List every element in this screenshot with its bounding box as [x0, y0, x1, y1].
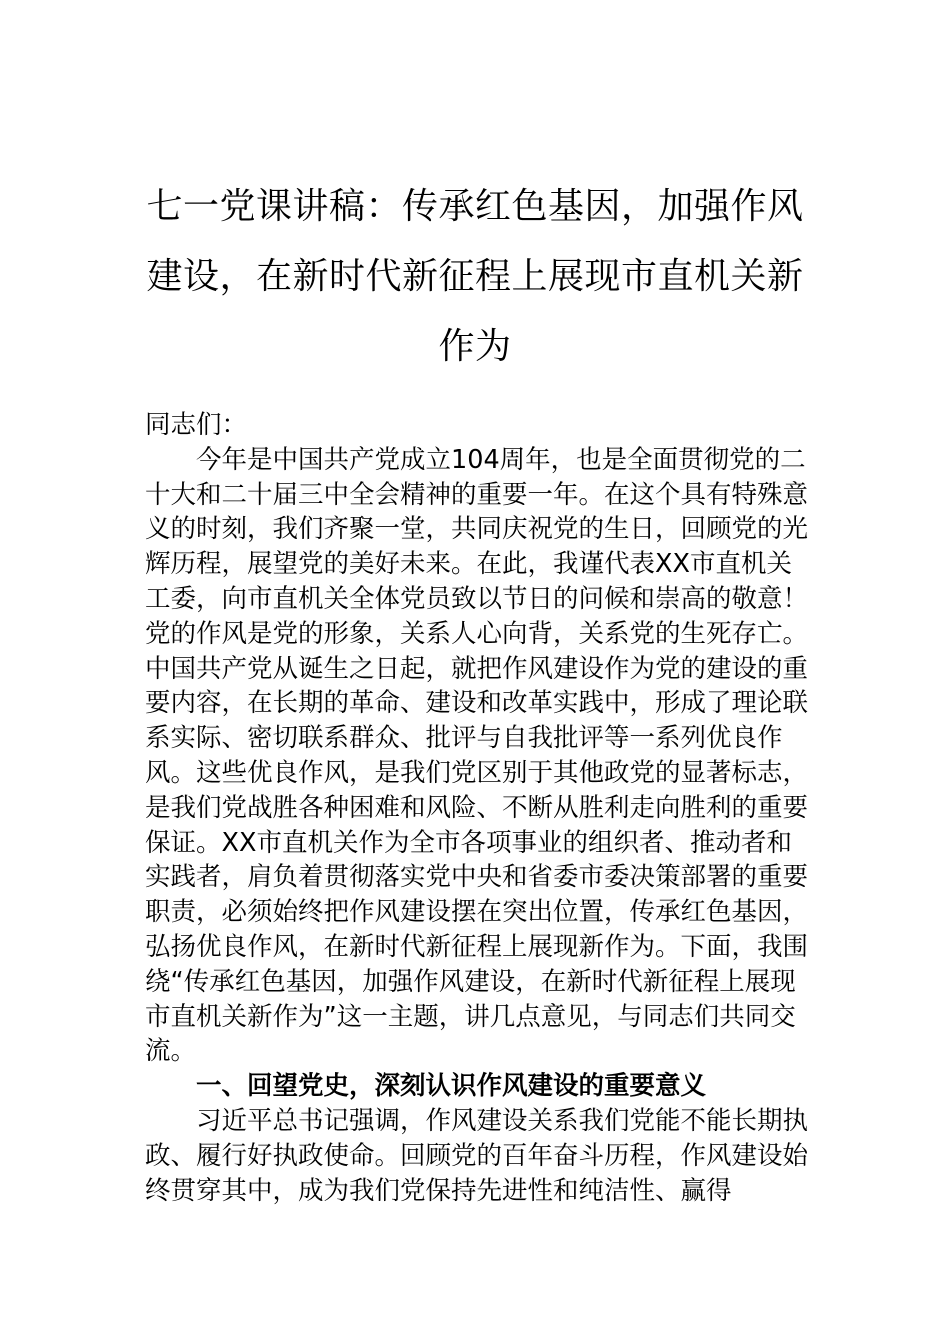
title-line-2: 建设，在新时代新征程上展现市直机关新 — [146, 256, 804, 297]
paragraph-section-1: 习近平总书记强调，作风建设关系我们党能不能长期执政、履行好执政使命。回顾党的百年奋斗历程，作风建设始终贯穿其中，成为我们党保持先进性和纯洁性、赢得 — [145, 1105, 809, 1206]
title-line-1: 七一党课讲稿：传承红色基因，加强作风 — [146, 186, 804, 227]
section-heading-1: 一、回望党史，深刻认识作风建设的重要意义 — [196, 1071, 707, 1102]
document-body — [145, 408, 810, 1208]
title-line-3: 作为 — [438, 326, 512, 367]
salutation: 同志们： — [145, 410, 248, 440]
paragraph-intro: 今年是中国共产党成立104周年，也是全面贯彻党的二十大和二十届三中全会精神的重要一年。在这个具有特殊意义的时刻，我们齐聚一堂，共同庆祝党的生日，回顾党的光辉历程，展望党的美好未来。在此，我谨代表XX市直机关工委，向市直机关全体党员致以节日的问候和崇高的敬意！党的作风是党的形象，关系人心向背，关系党的生死存亡。中国共产党从诞生之日起，就把作风建设作为党的建设的重要内容，在长期的革命、建设和改革实践中，形成了理论联系实际、密切联系群众、批评与自我批评等一系列优良作风。这些优良作风，是我们党区别于其他政党的显著标志，是我们党战胜各种困难和风险、不断从胜利走向胜利的重要保证。XX市直机关作为全市各项事业的组织者、推动者和实践者，肩负着贯彻落实党中央和省委市委决策部署的重要职责，必须始终把作风建设摆在突出位置，传承红色基因，弘扬优良作风，在新时代新征程上展现新作为。下面，我围绕“传承红色基因，加强作风建设，在新时代新征程上展现市直机关新作为”这一主题，讲几点意见，与同志们共同交流。 — [145, 444, 809, 1067]
document-title — [140, 172, 810, 382]
